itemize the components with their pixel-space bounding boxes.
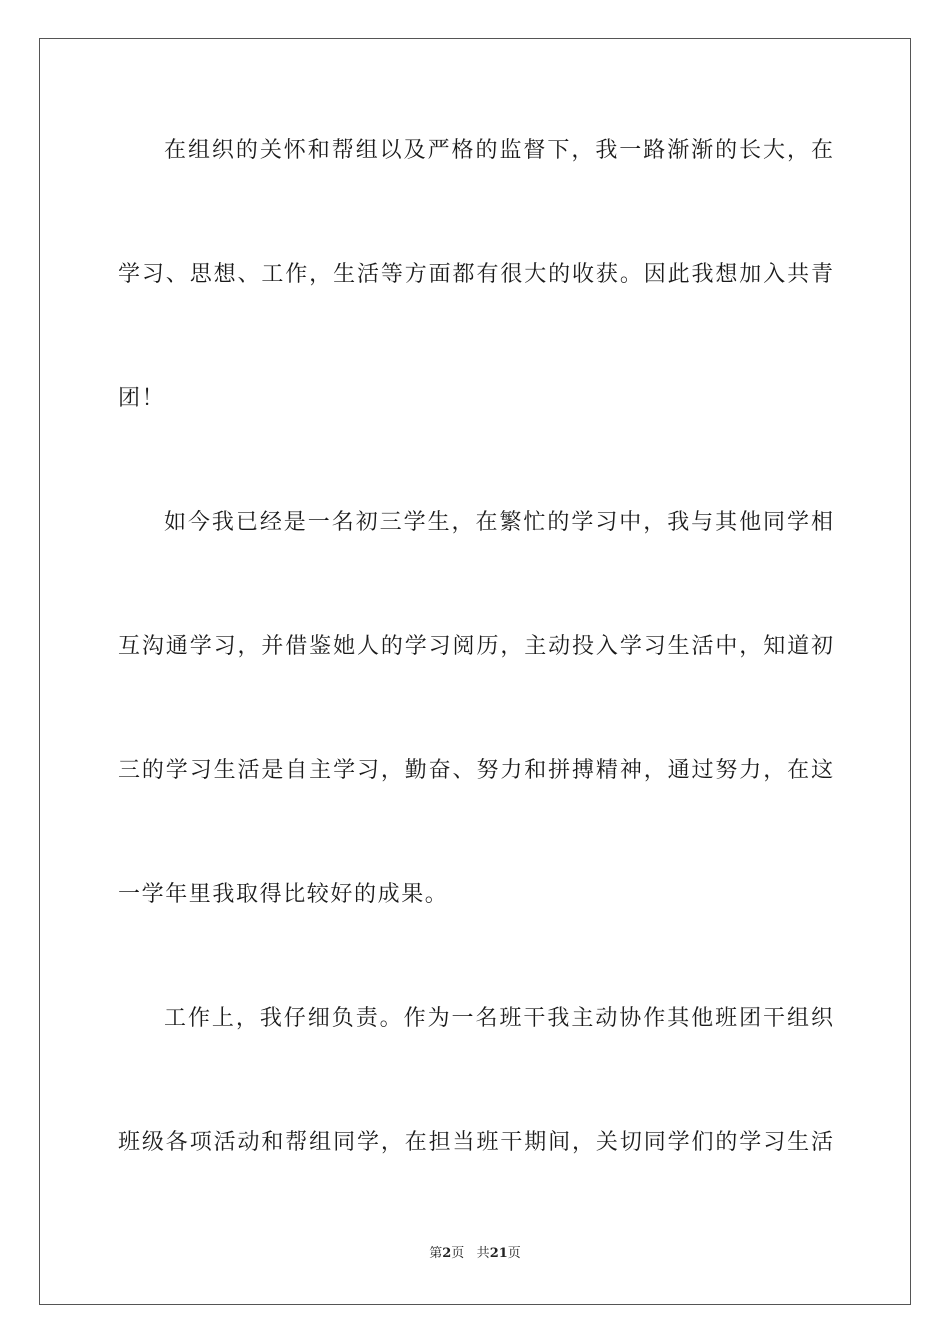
paragraph-3-line-2: 班级各项活动和帮组同学，在担当班干期间，关切同学们的学习生活 xyxy=(118,1130,833,1155)
total-prefix: 共 xyxy=(476,1246,490,1261)
page-frame xyxy=(39,38,911,1305)
page-number: 2 xyxy=(442,1246,452,1261)
paragraph-1-line-1: 在组织的关怀和帮组以及严格的监督下，我一路渐渐的长大，在 xyxy=(164,138,833,163)
paragraph-1-line-3: 团！ xyxy=(118,386,166,411)
paragraph-3-line-1: 工作上，我仔细负责。作为一名班干我主动协作其他班团干组织 xyxy=(164,1006,833,1031)
paragraph-2-line-1: 如今我已经是一名初三学生，在繁忙的学习中，我与其他同学相 xyxy=(164,510,833,535)
total-suffix: 页 xyxy=(507,1246,521,1261)
page-prefix: 第 xyxy=(429,1246,443,1261)
page-footer xyxy=(0,1245,950,1263)
paragraph-2-line-3: 三的学习生活是自主学习，勤奋、努力和拼搏精神，通过努力，在这 xyxy=(118,758,833,783)
paragraph-1-line-2: 学习、思想、工作，生活等方面都有很大的收获。因此我想加入共青 xyxy=(118,262,833,287)
page-suffix: 页 xyxy=(451,1246,465,1261)
total-pages: 21 xyxy=(489,1246,508,1261)
paragraph-2-line-2: 互沟通学习，并借鉴她人的学习阅历，主动投入学习生活中，知道初 xyxy=(118,634,833,659)
paragraph-2-line-4: 一学年里我取得比较好的成果。 xyxy=(118,882,449,907)
